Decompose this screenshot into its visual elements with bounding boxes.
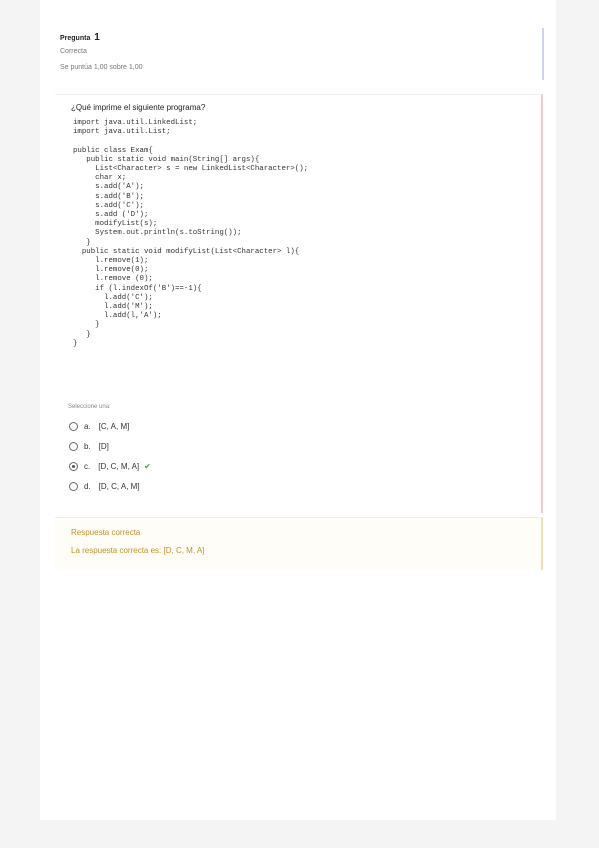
option-letter: c. xyxy=(84,461,91,471)
question-label xyxy=(60,32,100,43)
option-text: [D] xyxy=(98,441,109,451)
option-text: [D, C, M, A] xyxy=(98,461,140,471)
feedback-result: Respuesta correcta xyxy=(71,528,141,537)
radio-c-selected[interactable] xyxy=(69,462,78,471)
code-listing: import java.util.LinkedList; import java.util.List; public class Exam{ public static void main(String[] args){ List<Character> s = new LinkedList<Character>(); char x; s.add('A'); s.add('B'); s.add('C'); s.add ('D'); modifyList(s); System.out.println(s.toString()); } public static void modifyList(List<Character> l){ l.remove(1); l.remove(0); l.remove (0); if (l.indexOf('B')==-1){ l.add('C'); l.add('M'); l.add(l,'A'); } } } xyxy=(73,119,309,348)
answer-option-c[interactable] xyxy=(69,459,151,473)
correct-check-icon: ✔ xyxy=(144,461,151,471)
question-info-panel xyxy=(40,28,544,80)
answer-option-b[interactable] xyxy=(69,439,109,453)
answer-option-a[interactable] xyxy=(69,419,129,433)
question-number: 1 xyxy=(94,32,100,43)
question-grade: Se puntúa 1,00 sobre 1,00 xyxy=(60,64,143,71)
answer-option-d[interactable] xyxy=(69,479,140,493)
option-text: [D, C, A, M] xyxy=(98,481,140,491)
option-letter: a. xyxy=(84,421,91,431)
question-state: Correcta xyxy=(60,48,87,55)
quiz-page xyxy=(40,0,556,820)
radio-d[interactable] xyxy=(69,482,78,491)
option-letter: d. xyxy=(84,481,91,491)
radio-a[interactable] xyxy=(69,422,78,431)
question-content xyxy=(55,94,543,513)
question-text: ¿Qué imprime el siguiente programa? xyxy=(71,103,206,112)
radio-b[interactable] xyxy=(69,442,78,451)
feedback-panel xyxy=(55,517,543,570)
feedback-correct-answer: La respuesta correcta es: [D, C, M, A] xyxy=(71,546,205,555)
option-text: [C, A, M] xyxy=(98,421,130,431)
question-label-text: Pregunta xyxy=(60,35,91,42)
select-label: Seleccione una: xyxy=(68,404,111,410)
option-letter: b. xyxy=(84,441,91,451)
